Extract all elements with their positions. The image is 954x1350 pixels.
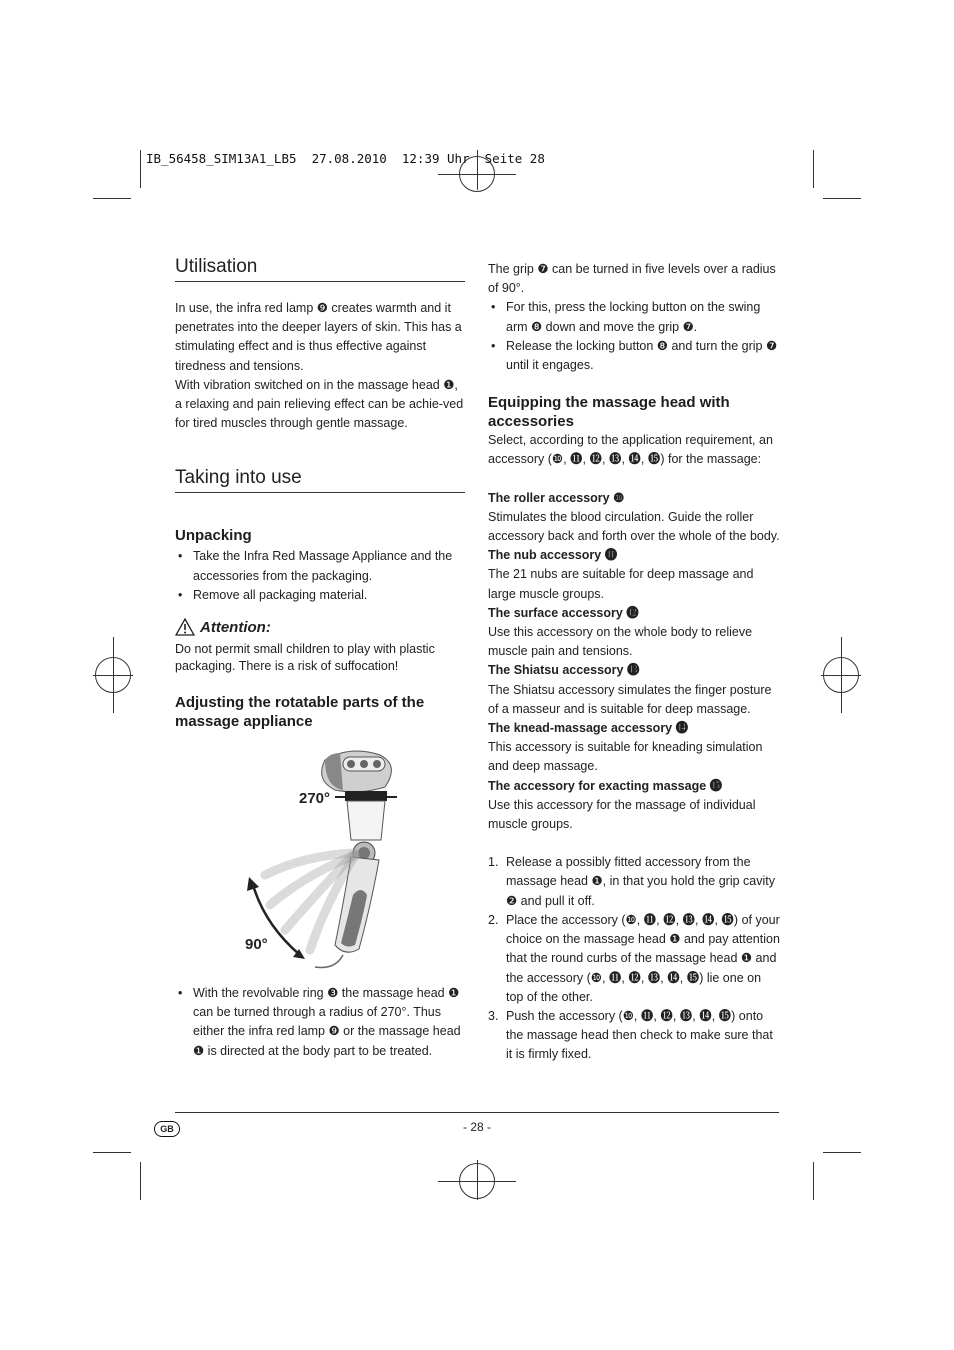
accessory-label: The roller accessory ❿ — [488, 490, 625, 505]
step-number: 3. — [488, 1008, 499, 1023]
accessory-description: The 21 nubs are suitable for deep massage and large muscle groups. — [488, 567, 754, 601]
list-item: • With the revolvable ring ❸ the massage head ❶ can be turned through a radius of 270°. Thus either the infra red lamp ❾ or the massage head ❶ is directed at the body part to be treated. — [175, 984, 465, 1061]
accessory-description: Stimulates the blood circulation. Guide the roller accessory back and forth over the whole of the body. — [488, 509, 780, 544]
step-number: 1. — [488, 855, 499, 870]
accessory-list — [488, 489, 780, 835]
crop-mark — [113, 637, 114, 713]
warning-icon — [175, 618, 195, 636]
crop-mark — [93, 1152, 131, 1153]
step-number: 2. — [488, 912, 499, 927]
list-item: • Release the locking button ❽ and turn the grip ❼ until it engages. — [488, 337, 780, 375]
massage-appliance-figure — [175, 745, 465, 975]
list-item: • For this, press the locking button on the swing arm ❽ down and move the grip ❼. — [488, 298, 780, 336]
label-90: 90° — [245, 936, 268, 954]
unpacking-title: Unpacking — [175, 527, 252, 545]
adjusting-title: Adjusting the rotatable parts of the massage appliance — [175, 694, 425, 731]
left-column — [175, 256, 465, 1061]
crop-mark — [813, 1162, 814, 1200]
list-item — [488, 1007, 780, 1065]
equipping-title: Equipping the massage head with accessories — [488, 394, 730, 431]
list-item: • Remove all packaging material. — [175, 586, 465, 605]
adjusting-list — [175, 984, 465, 1061]
label-270: 270° — [299, 790, 331, 808]
grip-paragraph: The grip ❼ can be turned in five levels over a radius of 90°. — [488, 262, 776, 296]
crop-mark — [93, 198, 131, 199]
utilisation-paragraph: In use, the infra red lamp ❾ creates warmth and it penetrates into the deeper layers of skin. This has a stimulating effect and is thus effective against tiredness and tensions. — [175, 301, 462, 373]
accessory-description: Use this accessory for the massage of individual muscle groups. — [488, 797, 756, 832]
step-text: Release a possibly fitted accessory from the massage head ❶, in that you hold the grip cavity ❷ and pull it off. — [506, 855, 776, 908]
list-item — [488, 853, 780, 911]
list-item — [488, 911, 780, 1007]
crop-mark — [477, 1160, 478, 1200]
steps-list — [488, 853, 780, 1064]
crop-mark — [823, 1152, 861, 1153]
accessory-label: The Shiatsu accessory ⓭ — [488, 663, 640, 678]
accessory-label: The surface accessory ⓬ — [488, 605, 639, 620]
accessory-description: This accessory is suitable for kneading simulation and deep massage. — [488, 740, 763, 774]
equipping-intro: Select, according to the application requirement, an accessory (❿, ⓫, ⓬, ⓭, ⓮, ⓯) for the massage: — [488, 433, 773, 467]
accessory-label: The accessory for exacting massage ⓯ — [488, 778, 723, 793]
step-text: Push the accessory (❿, ⓫, ⓬, ⓭, ⓮, ⓯) onto the massage head then check to make sure that it is firmly fixed. — [506, 1008, 773, 1062]
print-header: IB_56458_SIM13A1_LB5 27.08.2010 12:39 Uhr Seite 28 — [146, 151, 545, 166]
crop-mark — [140, 150, 141, 188]
right-column — [488, 260, 780, 1065]
crop-mark — [823, 198, 861, 199]
attention-text: Do not permit small children to play with plastic packaging. There is a risk of suffocation! — [175, 642, 435, 674]
crop-mark — [140, 1162, 141, 1200]
attention-heading — [175, 618, 465, 636]
unpacking-list — [175, 547, 465, 605]
taking-into-use-title: Taking into use — [175, 467, 465, 493]
step-text: Place the accessory (❿, ⓫, ⓬, ⓭, ⓮, ⓯) of your choice on the massage head ❶ and pay attention that the round curbs of the massage head ❶ and the accessory (❿, ⓫, ⓬, ⓭, ⓮, ⓯) lie one on top of the other. — [506, 912, 780, 1004]
accessory-description: The Shiatsu accessory simulates the finger posture of a masseur and is suitable for deep massage. — [488, 682, 772, 716]
accessory-label: The nub accessory ⓫ — [488, 548, 618, 563]
footer-rule — [175, 1112, 779, 1113]
crop-mark — [813, 150, 814, 188]
crop-mark — [841, 637, 842, 713]
attention-title: Attention: — [200, 618, 271, 636]
accessory-label: The knead-massage accessory ⓮ — [488, 721, 689, 736]
list-item: • Take the Infra Red Massage Appliance and the accessories from the packaging. — [175, 547, 465, 585]
utilisation-title: Utilisation — [175, 256, 465, 282]
page-number: - 28 - — [462, 1120, 491, 1134]
country-badge: GB — [154, 1121, 180, 1137]
accessory-description: Use this accessory on the whole body to relieve muscle pain and tensions. — [488, 625, 753, 659]
grip-list — [488, 298, 780, 375]
utilisation-paragraph: With vibration switched on in the massage head ❶, a relaxing and pain relieving effect can be achie-ved for tired muscles through gentle massage. — [175, 377, 464, 431]
